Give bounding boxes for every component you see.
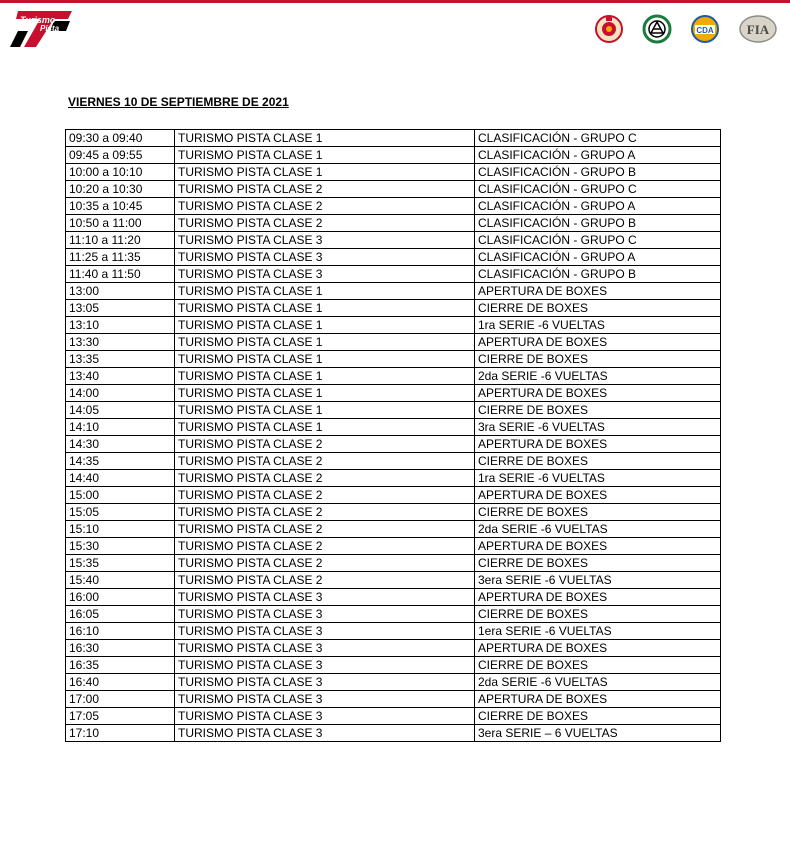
category-cell: TURISMO PISTA CLASE 3 bbox=[175, 691, 475, 708]
category-cell: TURISMO PISTA CLASE 3 bbox=[175, 708, 475, 725]
activity-cell: CLASIFICACIÓN - GRUPO B bbox=[475, 164, 721, 181]
table-row bbox=[66, 589, 721, 606]
category-cell: TURISMO PISTA CLASE 2 bbox=[175, 538, 475, 555]
table-row bbox=[66, 181, 721, 198]
cda-label: CDA bbox=[696, 26, 714, 35]
table-row bbox=[66, 300, 721, 317]
fia-label: FIA bbox=[746, 22, 770, 37]
activity-cell: 1ra SERIE -6 VUELTAS bbox=[475, 470, 721, 487]
time-cell: 13:35 bbox=[66, 351, 175, 368]
activity-cell: CIERRE DE BOXES bbox=[475, 708, 721, 725]
category-cell: TURISMO PISTA CLASE 3 bbox=[175, 725, 475, 742]
category-cell: TURISMO PISTA CLASE 1 bbox=[175, 300, 475, 317]
activity-cell: CLASIFICACIÓN - GRUPO C bbox=[475, 181, 721, 198]
table-row bbox=[66, 334, 721, 351]
time-cell: 14:00 bbox=[66, 385, 175, 402]
category-cell: TURISMO PISTA CLASE 1 bbox=[175, 385, 475, 402]
time-cell: 17:05 bbox=[66, 708, 175, 725]
time-cell: 13:10 bbox=[66, 317, 175, 334]
table-row bbox=[66, 691, 721, 708]
table-row bbox=[66, 283, 721, 300]
time-cell: 16:10 bbox=[66, 623, 175, 640]
sponsor-badges bbox=[594, 14, 778, 44]
activity-cell: CIERRE DE BOXES bbox=[475, 300, 721, 317]
table-row bbox=[66, 385, 721, 402]
activity-cell: APERTURA DE BOXES bbox=[475, 283, 721, 300]
activity-cell: CIERRE DE BOXES bbox=[475, 351, 721, 368]
time-cell: 15:05 bbox=[66, 504, 175, 521]
activity-cell: 3era SERIE -6 VUELTAS bbox=[475, 572, 721, 589]
category-cell: TURISMO PISTA CLASE 1 bbox=[175, 334, 475, 351]
table-row bbox=[66, 708, 721, 725]
activity-cell: APERTURA DE BOXES bbox=[475, 640, 721, 657]
time-cell: 15:35 bbox=[66, 555, 175, 572]
activity-cell: APERTURA DE BOXES bbox=[475, 385, 721, 402]
table-row bbox=[66, 487, 721, 504]
table-row bbox=[66, 402, 721, 419]
table-row bbox=[66, 674, 721, 691]
table-row bbox=[66, 623, 721, 640]
time-cell: 11:25 a 11:35 bbox=[66, 249, 175, 266]
turismo-pista-logo-mark bbox=[10, 9, 74, 49]
time-cell: 16:35 bbox=[66, 657, 175, 674]
category-cell: TURISMO PISTA CLASE 3 bbox=[175, 589, 475, 606]
table-row bbox=[66, 198, 721, 215]
time-cell: 14:35 bbox=[66, 453, 175, 470]
category-cell: TURISMO PISTA CLASE 2 bbox=[175, 555, 475, 572]
time-cell: 15:40 bbox=[66, 572, 175, 589]
category-cell: TURISMO PISTA CLASE 2 bbox=[175, 470, 475, 487]
table-row bbox=[66, 232, 721, 249]
category-cell: TURISMO PISTA CLASE 3 bbox=[175, 640, 475, 657]
logo-word-turismo: Turismo bbox=[20, 15, 56, 25]
table-row bbox=[66, 470, 721, 487]
activity-cell: CLASIFICACIÓN - GRUPO A bbox=[475, 147, 721, 164]
category-cell: TURISMO PISTA CLASE 1 bbox=[175, 147, 475, 164]
activity-cell: APERTURA DE BOXES bbox=[475, 334, 721, 351]
schedule-body bbox=[66, 130, 721, 742]
time-cell: 14:40 bbox=[66, 470, 175, 487]
activity-cell: 1era SERIE -6 VUELTAS bbox=[475, 623, 721, 640]
cda-crest-icon bbox=[690, 14, 720, 44]
table-row bbox=[66, 538, 721, 555]
time-cell: 10:00 a 10:10 bbox=[66, 164, 175, 181]
activity-cell: CIERRE DE BOXES bbox=[475, 453, 721, 470]
activity-cell: 3era SERIE – 6 VUELTAS bbox=[475, 725, 721, 742]
category-cell: TURISMO PISTA CLASE 2 bbox=[175, 504, 475, 521]
table-row bbox=[66, 640, 721, 657]
header-rule bbox=[0, 0, 790, 3]
category-cell: TURISMO PISTA CLASE 3 bbox=[175, 623, 475, 640]
table-row bbox=[66, 555, 721, 572]
category-cell: TURISMO PISTA CLASE 1 bbox=[175, 283, 475, 300]
category-cell: TURISMO PISTA CLASE 2 bbox=[175, 436, 475, 453]
municipal-crest-icon bbox=[594, 14, 624, 44]
category-cell: TURISMO PISTA CLASE 2 bbox=[175, 521, 475, 538]
time-cell: 10:20 a 10:30 bbox=[66, 181, 175, 198]
date-heading: VIERNES 10 DE SEPTIEMBRE DE 2021 bbox=[68, 95, 289, 109]
table-row bbox=[66, 164, 721, 181]
time-cell: 14:05 bbox=[66, 402, 175, 419]
time-cell: 16:00 bbox=[66, 589, 175, 606]
table-row bbox=[66, 606, 721, 623]
table-row bbox=[66, 368, 721, 385]
category-cell: TURISMO PISTA CLASE 3 bbox=[175, 674, 475, 691]
activity-cell: APERTURA DE BOXES bbox=[475, 589, 721, 606]
table-row bbox=[66, 453, 721, 470]
table-row bbox=[66, 249, 721, 266]
activity-cell: CLASIFICACIÓN - GRUPO A bbox=[475, 198, 721, 215]
table-row bbox=[66, 130, 721, 147]
table-row bbox=[66, 147, 721, 164]
category-cell: TURISMO PISTA CLASE 1 bbox=[175, 351, 475, 368]
table-row bbox=[66, 657, 721, 674]
time-cell: 10:50 a 11:00 bbox=[66, 215, 175, 232]
activity-cell: APERTURA DE BOXES bbox=[475, 487, 721, 504]
time-cell: 16:40 bbox=[66, 674, 175, 691]
category-cell: TURISMO PISTA CLASE 2 bbox=[175, 198, 475, 215]
table-row bbox=[66, 317, 721, 334]
activity-cell: CIERRE DE BOXES bbox=[475, 657, 721, 674]
category-cell: TURISMO PISTA CLASE 1 bbox=[175, 368, 475, 385]
activity-cell: APERTURA DE BOXES bbox=[475, 691, 721, 708]
table-row bbox=[66, 572, 721, 589]
category-cell: TURISMO PISTA CLASE 2 bbox=[175, 215, 475, 232]
activity-cell: 2da SERIE -6 VUELTAS bbox=[475, 521, 721, 538]
table-row bbox=[66, 419, 721, 436]
category-cell: TURISMO PISTA CLASE 2 bbox=[175, 487, 475, 504]
category-cell: TURISMO PISTA CLASE 2 bbox=[175, 453, 475, 470]
category-cell: TURISMO PISTA CLASE 1 bbox=[175, 419, 475, 436]
schedule-table bbox=[65, 129, 721, 742]
activity-cell: 1ra SERIE -6 VUELTAS bbox=[475, 317, 721, 334]
category-cell: TURISMO PISTA CLASE 1 bbox=[175, 164, 475, 181]
category-cell: TURISMO PISTA CLASE 3 bbox=[175, 606, 475, 623]
category-cell: TURISMO PISTA CLASE 3 bbox=[175, 249, 475, 266]
time-cell: 10:35 a 10:45 bbox=[66, 198, 175, 215]
activity-cell: CIERRE DE BOXES bbox=[475, 402, 721, 419]
table-row bbox=[66, 266, 721, 283]
category-cell: TURISMO PISTA CLASE 3 bbox=[175, 266, 475, 283]
time-cell: 09:45 a 09:55 bbox=[66, 147, 175, 164]
time-cell: 14:10 bbox=[66, 419, 175, 436]
activity-cell: CLASIFICACIÓN - GRUPO B bbox=[475, 266, 721, 283]
time-cell: 13:00 bbox=[66, 283, 175, 300]
time-cell: 17:10 bbox=[66, 725, 175, 742]
time-cell: 11:10 a 11:20 bbox=[66, 232, 175, 249]
activity-cell: CLASIFICACIÓN - GRUPO A bbox=[475, 249, 721, 266]
table-row bbox=[66, 521, 721, 538]
table-row bbox=[66, 504, 721, 521]
time-cell: 17:00 bbox=[66, 691, 175, 708]
turismo-pista-logo bbox=[10, 9, 74, 49]
time-cell: 09:30 a 09:40 bbox=[66, 130, 175, 147]
time-cell: 14:30 bbox=[66, 436, 175, 453]
activity-cell: CIERRE DE BOXES bbox=[475, 606, 721, 623]
category-cell: TURISMO PISTA CLASE 1 bbox=[175, 317, 475, 334]
category-cell: TURISMO PISTA CLASE 3 bbox=[175, 232, 475, 249]
activity-cell: CIERRE DE BOXES bbox=[475, 555, 721, 572]
time-cell: 13:40 bbox=[66, 368, 175, 385]
category-cell: TURISMO PISTA CLASE 1 bbox=[175, 402, 475, 419]
time-cell: 15:30 bbox=[66, 538, 175, 555]
activity-cell: CLASIFICACIÓN - GRUPO B bbox=[475, 215, 721, 232]
activity-cell: 3ra SERIE -6 VUELTAS bbox=[475, 419, 721, 436]
fia-crest-icon bbox=[738, 14, 778, 44]
category-cell: TURISMO PISTA CLASE 2 bbox=[175, 181, 475, 198]
activity-cell: CIERRE DE BOXES bbox=[475, 504, 721, 521]
activity-cell: 2da SERIE -6 VUELTAS bbox=[475, 674, 721, 691]
category-cell: TURISMO PISTA CLASE 3 bbox=[175, 657, 475, 674]
category-cell: TURISMO PISTA CLASE 2 bbox=[175, 572, 475, 589]
time-cell: 13:05 bbox=[66, 300, 175, 317]
table-row bbox=[66, 436, 721, 453]
activity-cell: 2da SERIE -6 VUELTAS bbox=[475, 368, 721, 385]
aca-crest-icon bbox=[642, 14, 672, 44]
table-row bbox=[66, 351, 721, 368]
time-cell: 16:30 bbox=[66, 640, 175, 657]
activity-cell: CLASIFICACIÓN - GRUPO C bbox=[475, 130, 721, 147]
time-cell: 16:05 bbox=[66, 606, 175, 623]
activity-cell: APERTURA DE BOXES bbox=[475, 538, 721, 555]
time-cell: 13:30 bbox=[66, 334, 175, 351]
time-cell: 11:40 a 11:50 bbox=[66, 266, 175, 283]
time-cell: 15:10 bbox=[66, 521, 175, 538]
time-cell: 15:00 bbox=[66, 487, 175, 504]
table-row bbox=[66, 725, 721, 742]
table-row bbox=[66, 215, 721, 232]
activity-cell: CLASIFICACIÓN - GRUPO C bbox=[475, 232, 721, 249]
activity-cell: APERTURA DE BOXES bbox=[475, 436, 721, 453]
category-cell: TURISMO PISTA CLASE 1 bbox=[175, 130, 475, 147]
logo-word-pista: Pista bbox=[40, 24, 60, 33]
